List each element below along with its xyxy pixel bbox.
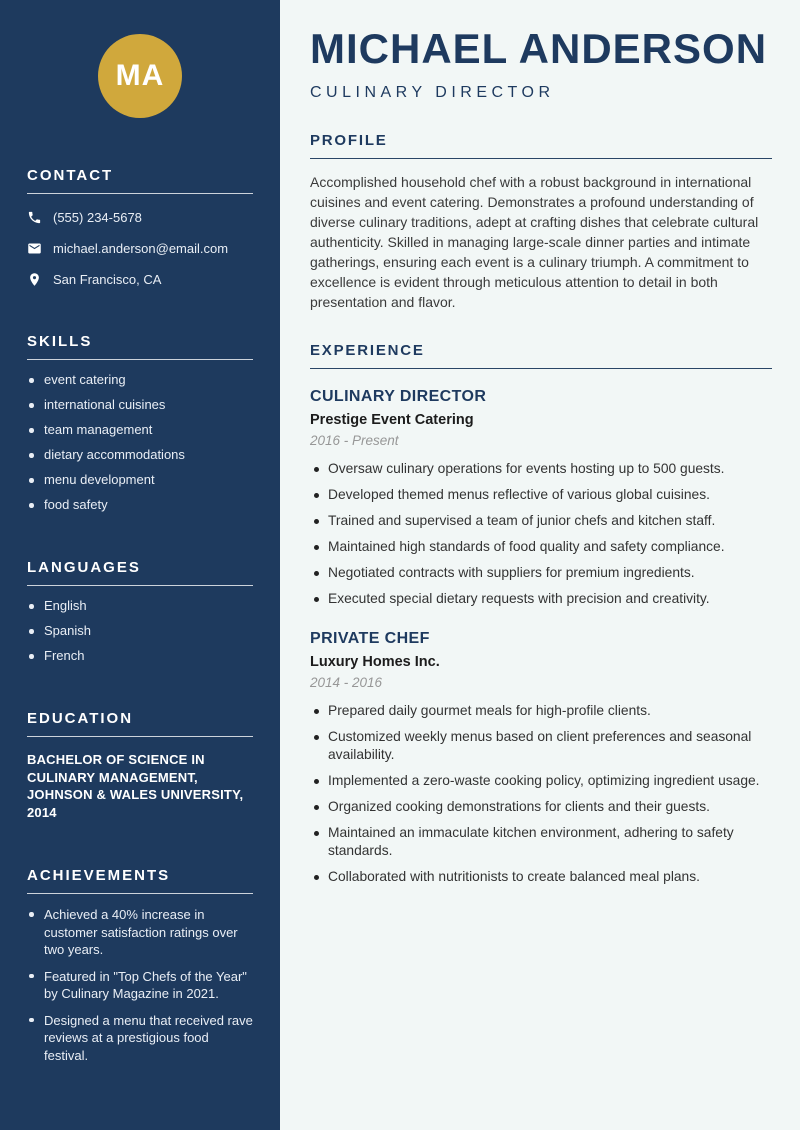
achievements-heading: ACHIEVEMENTS [27,867,171,884]
job-bullet-item [310,702,772,720]
job-bullet-text: Prepared daily gourmet meals for high-profile clients. [328,703,651,719]
job-bullet-text: Negotiated contracts with suppliers for premium ingredients. [328,565,695,581]
job-bullet-item [310,538,772,556]
avatar-initials: MA [115,59,165,92]
job-bullet-item [310,868,772,886]
job-dates: 2016 - Present [310,433,399,449]
contact-email-row [27,241,253,256]
job-bullet-item [310,728,772,764]
job-bullet-item [310,798,772,816]
contact-location-row [27,272,253,287]
skills-section [27,333,253,513]
job-company: Luxury Homes Inc. [310,654,440,671]
achievement-item [27,1012,253,1065]
languages-list [27,598,253,664]
skill-item-text: international cuisines [44,397,166,412]
skill-item [27,372,253,388]
job-bullet-text: Collaborated with nutritionists to create balanced meal plans. [328,869,700,885]
job-title: CULINARY DIRECTOR [310,388,487,406]
job-bullet-item [310,564,772,582]
job-bullet-list [310,702,772,886]
job-subtitle: CULINARY DIRECTOR [310,84,555,102]
skill-item-text: food safety [44,497,108,512]
achievement-item-text: Achieved a 40% increase in customer satisfaction ratings over two years. [44,907,238,957]
page-title: MICHAEL ANDERSON [310,25,768,72]
sidebar [0,0,280,1130]
languages-section [27,559,253,664]
achievements-section [27,867,253,1064]
contact-phone-text: (555) 234-5678 [53,210,142,225]
achievements-list [27,906,253,1064]
achievement-item [27,968,253,1003]
skill-item-text: menu development [44,472,155,487]
job-bullet-text: Customized weekly menus based on client preferences and seasonal availability. [328,729,752,763]
contact-location-text: San Francisco, CA [53,272,162,287]
job-title: PRIVATE CHEF [310,630,430,648]
language-item [27,623,253,639]
job-bullet-text: Developed themed menus reflective of various global cuisines. [328,487,710,503]
job-bullet-item [310,824,772,860]
education-heading: EDUCATION [27,710,134,727]
job-bullet-text: Organized cooking demonstrations for clients and their guests. [328,799,710,815]
avatar [98,34,182,118]
main-content [280,0,800,1130]
profile-section [310,132,772,312]
job-bullet-text: Maintained high standards of food quality and safety compliance. [328,539,725,555]
language-item-text: English [44,598,87,613]
skill-item [27,397,253,413]
section-divider [310,158,772,159]
language-item [27,648,253,664]
job-bullet-text: Trained and supervised a team of junior chefs and kitchen staff. [328,513,716,529]
job-bullet-item [310,512,772,530]
section-divider [310,368,772,369]
skills-heading: SKILLS [27,333,93,350]
contact-email-text: michael.anderson@email.com [53,241,229,256]
job-bullet-item [310,486,772,504]
achievement-item-text: Designed a menu that received rave reviews at a prestigious food festival. [44,1012,253,1063]
job-company: Prestige Event Catering [310,412,474,429]
section-divider [27,585,253,586]
contact-section [27,167,253,287]
achievement-item-text: Featured in "Top Chefs of the Year" by Culinary Magazine in 2021. [44,968,247,1001]
job-bullet-item [310,590,772,608]
section-divider [27,193,253,194]
skill-item-text: team management [44,422,153,437]
section-divider [27,736,253,737]
section-divider [27,893,253,894]
contact-heading: CONTACT [27,167,114,184]
skill-item [27,447,253,463]
skills-list [27,372,253,513]
job-bullet-item [310,460,772,478]
profile-heading: PROFILE [310,132,388,150]
email-icon [27,241,42,256]
skill-item-text: event catering [44,372,126,387]
education-degree: BACHELOR OF SCIENCE IN CULINARY MANAGEMENT, JOHNSON & WALES UNIVERSITY, 2014 [27,752,244,820]
contact-phone-row [27,210,253,225]
job-bullet-text: Implemented a zero-waste cooking policy, optimizing ingredient usage. [328,773,760,789]
phone-icon [27,210,42,225]
job-dates: 2014 - 2016 [310,675,383,691]
job-bullet-text: Maintained an immaculate kitchen environment, adhering to safety standards. [328,825,734,859]
language-item-text: Spanish [44,623,91,638]
experience-job [310,630,772,886]
skill-item [27,472,253,488]
skill-item [27,497,253,513]
languages-heading: LANGUAGES [27,559,141,576]
language-item [27,598,253,614]
skill-item [27,422,253,438]
experience-section [310,342,772,886]
job-bullet-list [310,460,772,608]
section-divider [27,359,253,360]
job-bullet-text: Executed special dietary requests with precision and creativity. [328,591,710,607]
job-bullet-item [310,772,772,790]
skill-item-text: dietary accommodations [44,447,185,462]
location-icon [27,272,42,287]
experience-job [310,388,772,608]
experience-heading: EXPERIENCE [310,342,425,360]
profile-text: Accomplished household chef with a robust background in international cuisines and event catering. Demonstrates a profound understanding of diverse culinary traditions, adept at crafting dishes that celebrate cultural authenticity. Skilled in managing large-scale dinner parties and intimate gatherings, ensuring each event is a culinary triumph. A commitment to excellence is evident through meticulous attention to detail in both presentation and flavor. [310,174,759,311]
education-section [27,710,253,821]
job-bullet-text: Oversaw culinary operations for events hosting up to 500 guests. [328,461,725,477]
language-item-text: French [44,648,85,663]
achievement-item [27,906,253,959]
